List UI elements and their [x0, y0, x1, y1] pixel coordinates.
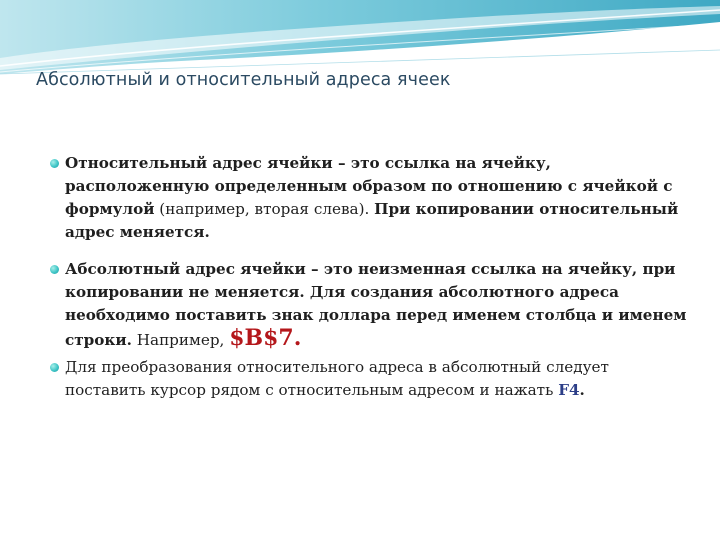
- bullet-list: [50, 152, 690, 402]
- key-f4-label: F4: [558, 381, 580, 399]
- header-wave-graphic: [0, 0, 720, 80]
- bullet-text-bold-end: При копировании относительный адрес меняется.: [65, 200, 679, 241]
- bullet-text-normal: Например,: [131, 331, 230, 349]
- bullet-dot-icon: [50, 159, 59, 168]
- bullet-item-convert: [50, 356, 690, 402]
- bullet-text-bold: Абсолютный адрес ячейки – это неизменная ссылка на ячейку, при копировании не меняется. Для создания абсолютного адреса необходимо поставить знак доллара перед именем столбца и именем строки.: [65, 260, 687, 349]
- bullet-item-absolute: [50, 258, 690, 352]
- bullet-text-end: .: [579, 381, 585, 399]
- bullet-text-bold: Относительный адрес ячейки – это ссылка на ячейку, расположенную определенным образом по отношению с ячейкой с формулой: [65, 154, 673, 218]
- bullet-dot-icon: [50, 363, 59, 372]
- header-decoration: [0, 0, 720, 80]
- example-address-highlight: $B$7.: [229, 325, 302, 351]
- bullet-text-normal: Для преобразования относительного адреса в абсолютный следует поставить курсор рядом с относительным адресом и нажать: [65, 358, 609, 399]
- bullet-dot-icon: [50, 265, 59, 274]
- slide-title: Абсолютный и относительный адреса ячеек: [36, 70, 451, 90]
- bullet-text-normal: (например, вторая слева).: [154, 200, 375, 218]
- bullet-item-relative: [50, 152, 690, 244]
